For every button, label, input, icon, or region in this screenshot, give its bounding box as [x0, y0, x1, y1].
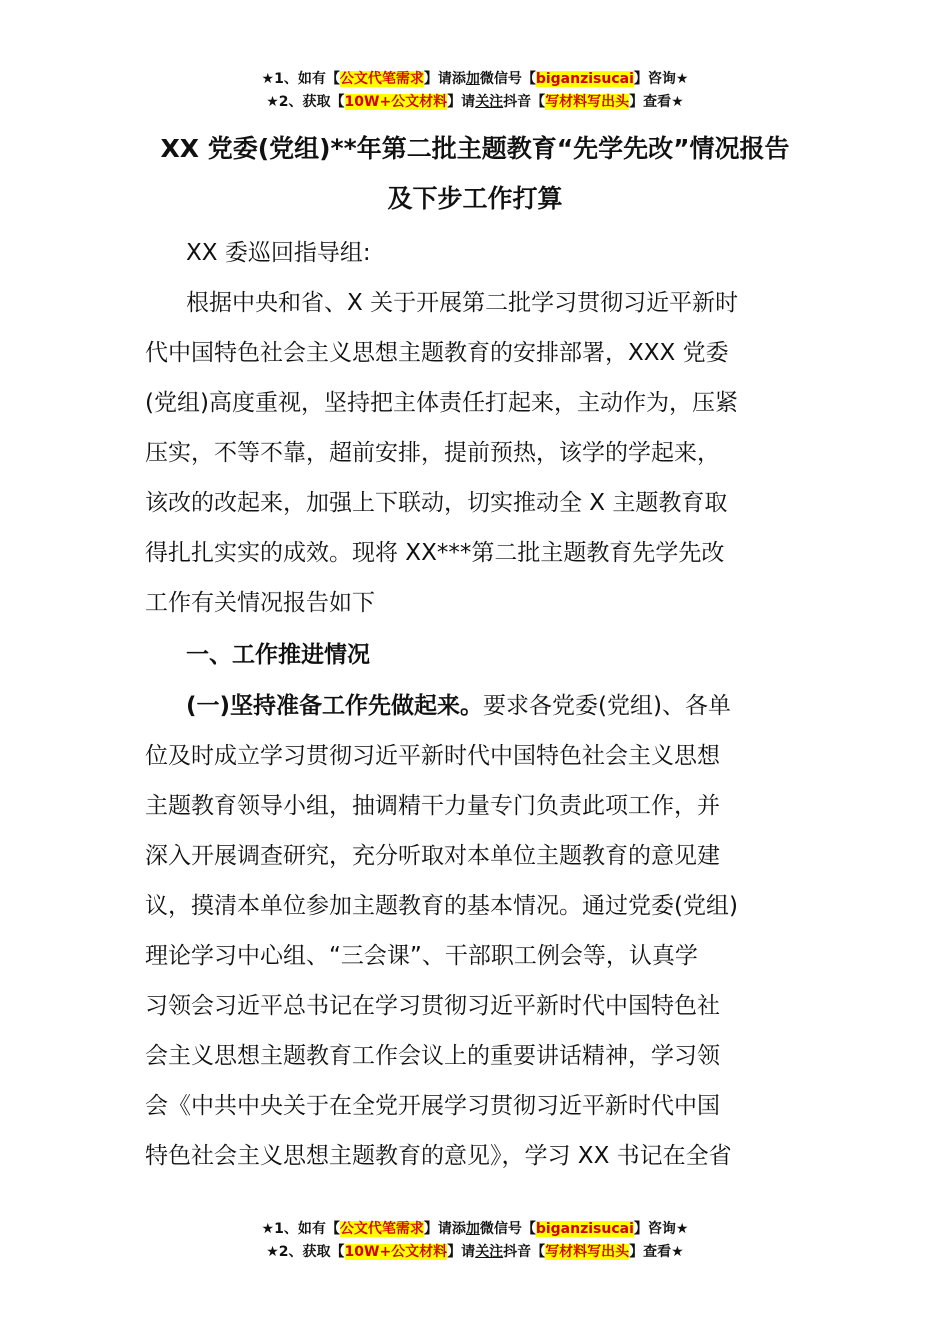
promo-line-2: [0, 91, 950, 114]
paragraph-line: 会《中共中央关于在全党开展学习贯彻习近平新时代中国: [145, 1093, 720, 1119]
promo-highlight: 10W+公文材料: [344, 1244, 448, 1260]
promo-wechat-id: biganzisucai: [535, 71, 634, 87]
promo-text: 抖音【: [503, 94, 546, 110]
promo-text: ★2、获取【: [266, 94, 345, 110]
promo-underlined: 关注: [475, 1244, 504, 1260]
promo-text: 】请添: [423, 1221, 466, 1237]
paragraph-line: 特色社会主义思想主题教育的意见》，学习 XX 书记在全省: [145, 1143, 732, 1169]
item-text: 要求各党委(党组)、各单: [483, 693, 731, 719]
paragraph-line: 会主义思想主题教育工作会议上的重要讲话精神，学习领: [145, 1043, 720, 1069]
promo-text: 】咨询★: [633, 71, 689, 87]
promo-highlight: 公文代笔需求: [339, 71, 424, 87]
promo-text: 】请添: [423, 71, 466, 87]
promo-douyin-id: 写材料写出头: [545, 94, 630, 110]
paragraph-line: 压实，不等不靠，超前安排，提前预热，该学的学起来，: [145, 440, 720, 466]
paragraph-line: 议，摸清本单位参加主题教育的基本情况。通过党委(党组): [145, 893, 738, 919]
document-title: [100, 124, 850, 224]
promo-douyin-id: 写材料写出头: [545, 1244, 630, 1260]
paragraph-line: 理论学习中心组、“三会课”、干部职工例会等，认真学: [145, 943, 698, 969]
paragraph-line: (党组)高度重视，坚持把主体责任打起来，主动作为，压紧: [145, 390, 738, 416]
section-heading: 一、工作推进情况: [186, 642, 370, 668]
paragraph-line: 根据中央和省、X 关于开展第二批学习贯彻习近平新时: [186, 290, 739, 316]
promo-text: ★2、获取【: [266, 1244, 345, 1260]
promo-text: ★1、如有【: [261, 71, 340, 87]
salutation: XX 委巡回指导组:: [186, 240, 371, 266]
promo-text: 】请: [447, 1244, 476, 1260]
promo-text: 微信号【: [479, 1221, 536, 1237]
promo-line-1: [0, 68, 950, 91]
intro-paragraph: [145, 278, 815, 628]
paragraph-line: 工作有关情况报告如下: [145, 590, 375, 616]
paragraph-line: 位及时成立学习贯彻习近平新时代中国特色社会主义思想: [145, 743, 720, 769]
promo-text: 】查看★: [629, 1244, 684, 1260]
paragraph-line: [145, 681, 815, 731]
promo-text: 】咨询★: [633, 1221, 689, 1237]
promo-line-2: [0, 1241, 950, 1264]
promo-text: 】查看★: [629, 94, 684, 110]
top-promo-banner: [0, 68, 950, 114]
promo-underlined: 加: [465, 71, 480, 87]
promo-highlight: 公文代笔需求: [339, 1221, 424, 1237]
promo-wechat-id: biganzisucai: [535, 1221, 634, 1237]
section-item-paragraph: [145, 681, 815, 1181]
title-line: 及下步工作打算: [387, 184, 563, 213]
promo-text: 抖音【: [503, 1244, 546, 1260]
promo-highlight: 10W+公文材料: [344, 94, 448, 110]
title-line: XX 党委(党组)**年第二批主题教育“先学先改”情况报告: [160, 134, 790, 163]
paragraph-line: 代中国特色社会主义思想主题教育的安排部署，XXX 党委: [145, 340, 729, 366]
promo-text: 】请: [447, 94, 476, 110]
bottom-promo-banner: [0, 1218, 950, 1264]
item-lead: (一)坚持准备工作先做起来。: [186, 693, 484, 719]
promo-underlined: 加: [465, 1221, 480, 1237]
promo-text: ★1、如有【: [261, 1221, 340, 1237]
promo-line-1: [0, 1218, 950, 1241]
paragraph-line: 该改的改起来，加强上下联动，切实推动全 X 主题教育取: [145, 490, 728, 516]
paragraph-line: 习领会习近平总书记在学习贯彻习近平新时代中国特色社: [145, 993, 720, 1019]
promo-underlined: 关注: [475, 94, 504, 110]
paragraph-line: 得扎扎实实的成效。现将 XX***第二批主题教育先学先改: [145, 540, 725, 566]
paragraph-line: 主题教育领导小组，抽调精干力量专门负责此项工作，并: [145, 793, 720, 819]
promo-text: 微信号【: [479, 71, 536, 87]
paragraph-line: 深入开展调查研究，充分听取对本单位主题教育的意见建: [145, 843, 720, 869]
